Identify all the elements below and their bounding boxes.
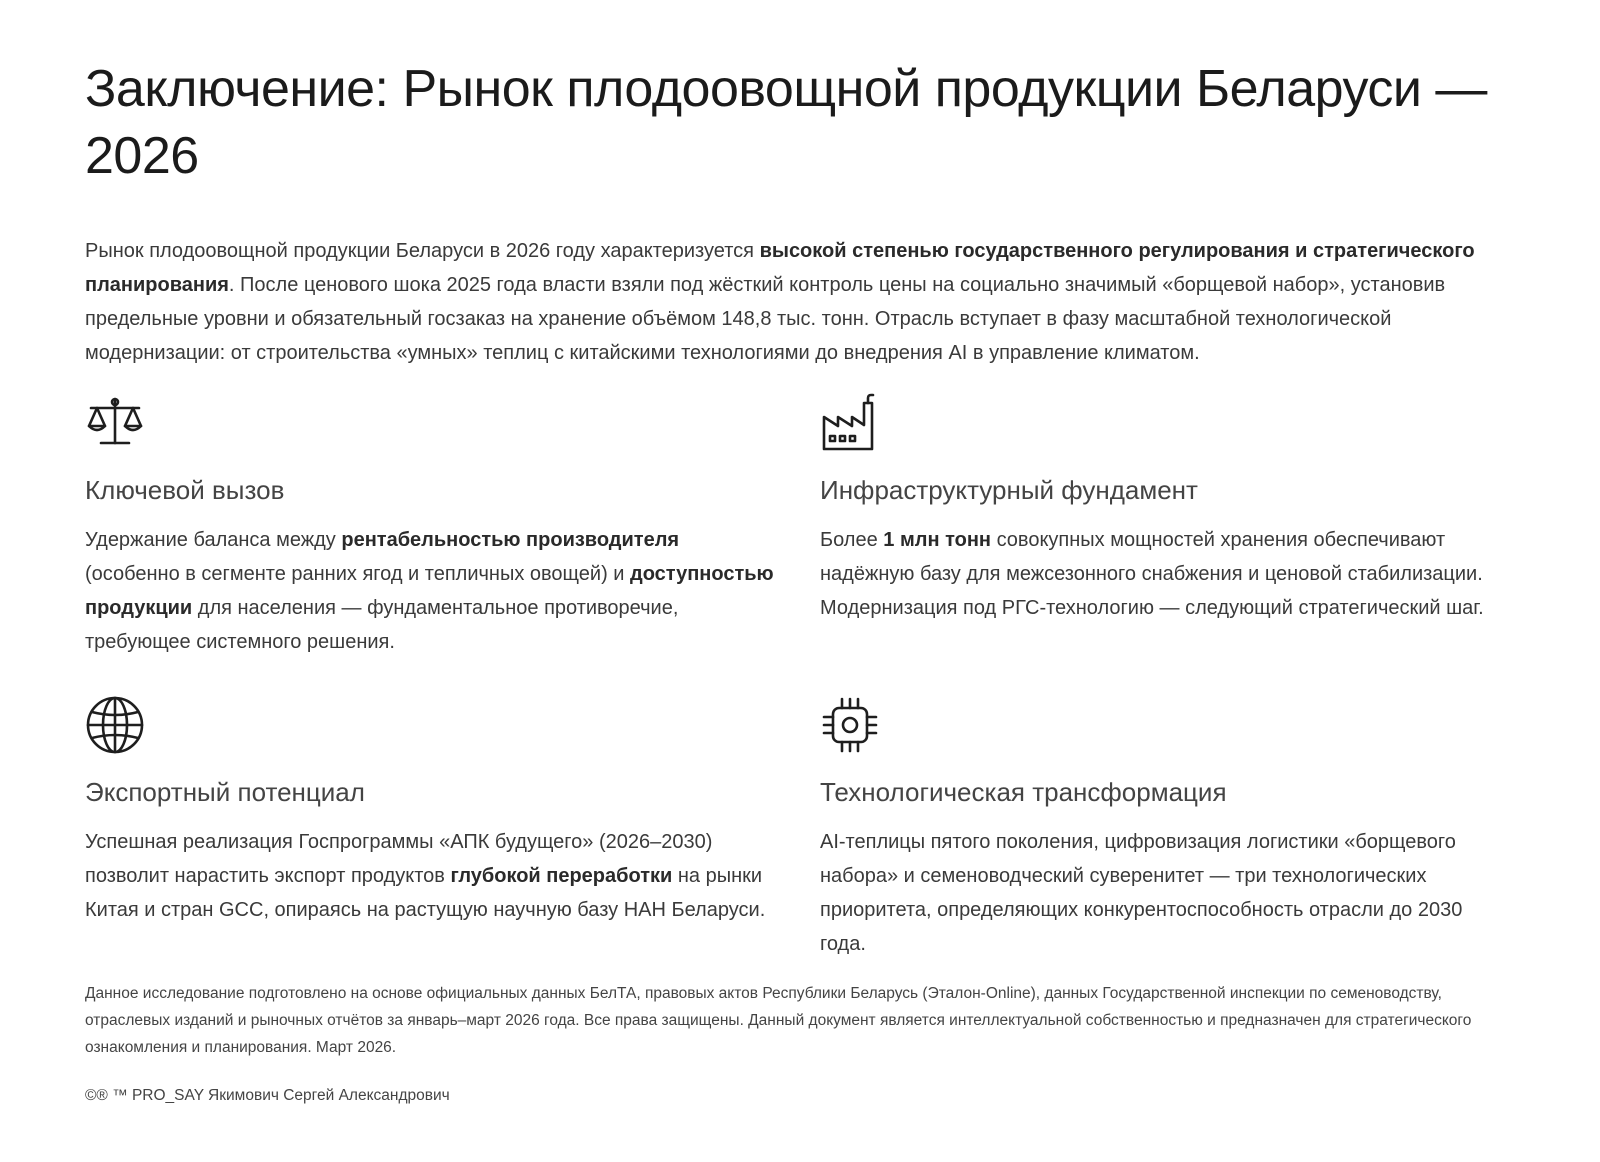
intro-text-1: Рынок плодоовощной продукции Беларуси в 2026 году характеризуется [85,240,760,262]
card-text-part: совокупных мощностей хранения обеспечивают надёжную базу для межсезонного снабжения и ценовой стабилизации. Модернизация под РГС-технологию — следующий стратегический шаг. [820,529,1484,619]
scales-icon [85,393,145,453]
card-text-part: для населения — фундаментальное противоречие, требующее системного решения. [85,597,679,653]
page-title: Заключение: Рынок плодоовощной продукции Беларуси — 2026 [85,60,1487,185]
card-text [820,523,1510,625]
card-export-potential [85,695,775,927]
intro-paragraph [85,234,1535,370]
chip-icon [820,695,880,755]
footer-note: Данное исследование подготовлено на основе официальных данных БелТА, правовых актов Республики Беларусь (Эталон-Online), данных Государственной инспекции по семеноводству, отраслевых изданий и рыночных отчётов за январь–март 2026 года. Все права защищены. Данный документ является интеллектуальной собственностью и предназначен для стратегического ознакомления и планирования. Март 2026. [85,985,1472,1056]
intro-bold-1: высокой степенью государственного регулирования и стратегического планирования [85,240,1475,296]
card-key-challenge [85,393,775,659]
card-text [85,523,775,659]
card-text-part: (особенно в сегменте ранних ягод и тепличных овощей) и [85,563,631,585]
factory-icon [820,393,880,453]
intro-text-2: . После ценового шока 2025 года власти взяли под жёсткий контроль цены на социально значимый «борщевой набор», установив предельные уровни и обязательный госзаказ на хранение объёмом 148,8 тыс. тонн. Отрасль вступает в фазу масштабной технологической модернизации: от строительства «умных» теплиц с китайскими технологиями до внедрения AI в управление климатом. [85,274,1446,364]
card-text-part: AI-теплицы пятого поколения, цифровизация логистики «борщевого набора» и семеноводческий суверенитет — три технологических приоритета, определяющих конкурентоспособность отрасли до 2030 года. [820,831,1463,955]
card-text [85,825,775,927]
card-heading: Технологическая трансформация [820,777,1227,807]
globe-icon [85,695,145,755]
card-heading: Инфраструктурный фундамент [820,475,1198,505]
card-heading: Экспортный потенциал [85,777,365,807]
card-text-part: Удержание баланса между [85,529,342,551]
card-bold-part: доступностью продукции [85,563,774,619]
card-text-part: Более [820,529,884,551]
copyright: ©® ™ PRO_SAY Якимович Сергей Александрович [85,1087,450,1104]
card-text [820,825,1510,961]
card-text-part: на рынки Китая и стран GCC, опираясь на растущую научную базу НАН Беларуси. [85,865,766,921]
card-heading: Ключевой вызов [85,475,285,505]
card-bold-part: глубокой переработки [450,865,673,887]
card-tech-transformation [820,695,1510,961]
card-bold-part: рентабельностью производителя [341,529,680,551]
card-infrastructure [820,393,1510,625]
card-bold-part: 1 млн тонн [883,529,992,551]
card-text-part: Успешная реализация Госпрограммы «АПК будущего» (2026–2030) позволит нарастить экспорт продуктов [85,831,713,887]
